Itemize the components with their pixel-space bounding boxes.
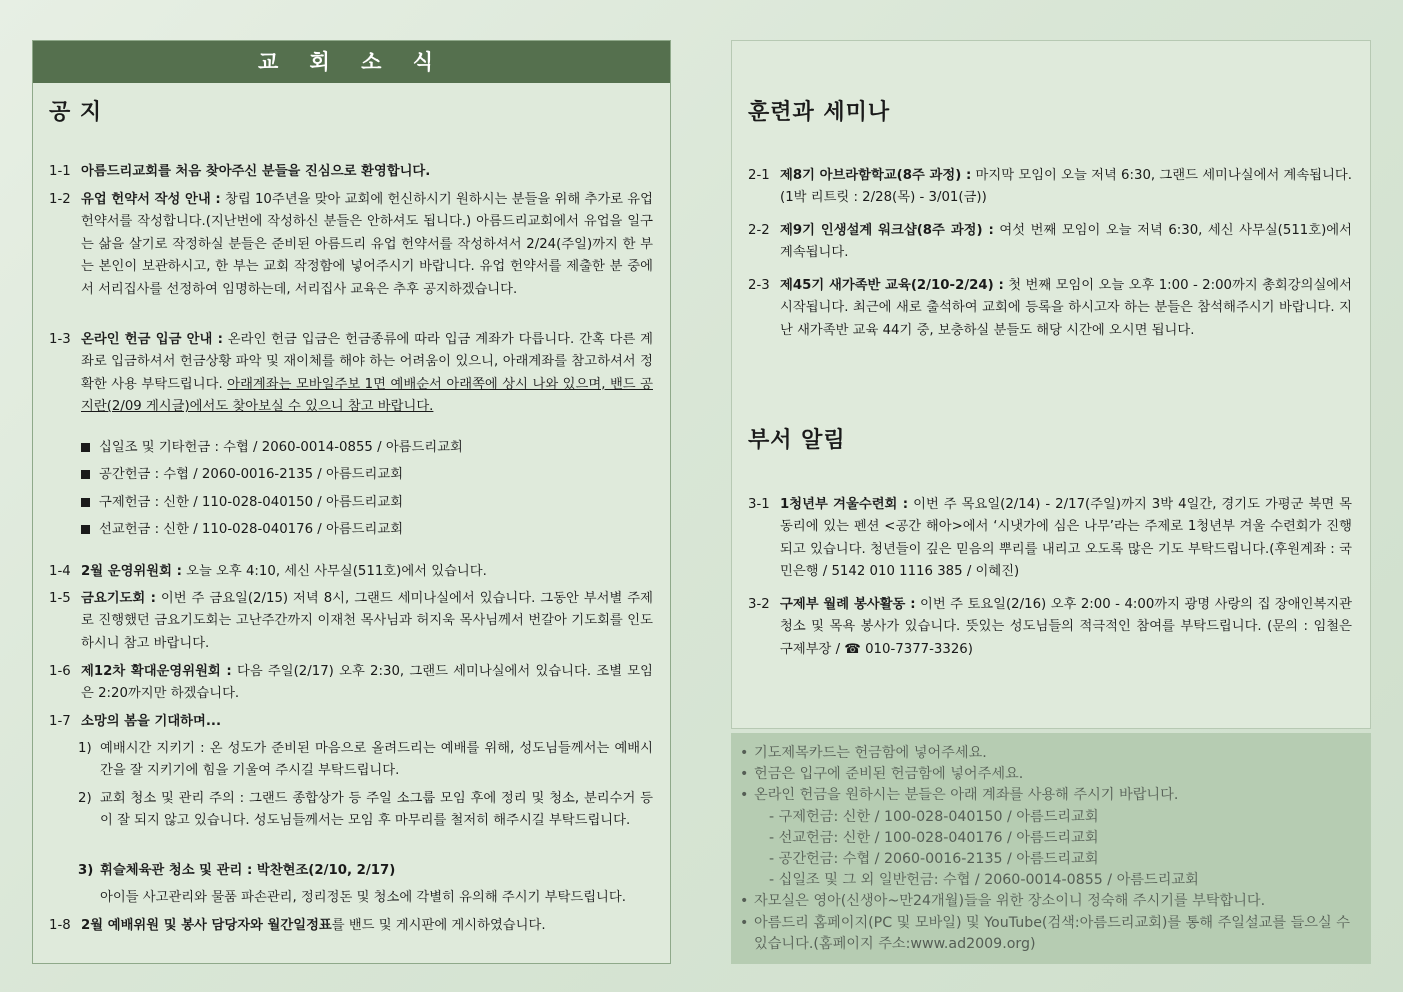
notice-title: 제12차 확대운영위원회 : (81, 664, 232, 679)
bullet-icon: • (740, 893, 749, 910)
notice-title: 금요기도회 : (81, 591, 156, 606)
info-box (731, 733, 1371, 964)
notice-text: 다음 주일(2/17) 오후 2:30, 그랜드 세미나실에서 있습니다. 조별 모임은 2:20까지만 하겠습니다. (81, 664, 653, 702)
notice-heading: 공 지 (49, 100, 103, 125)
notice-title: 온라인 헌금 입금 안내 : (81, 332, 223, 347)
notice-1-7-sub-3 (78, 860, 653, 910)
notice-title: 1청년부 겨울수련회 : (780, 497, 909, 512)
notice-1-4 (49, 561, 653, 583)
account-text: 공간헌금 : 수협 / 2060-0016-2135 / 아름드리교회 (99, 467, 404, 482)
square-bullet-icon (81, 525, 90, 534)
church-news-banner: 교 회 소 식 (33, 41, 670, 83)
notice-text: 이번 주 토요일(2/16) 오후 2:00 - 4:00까지 광명 사랑의 집 장애인복지관 청소 및 목욕 봉사가 있습니다. 뜻있는 성도님들의 적극적인 참여를 부탁드립니다. (문의 : 임철은 구제부장 / ☎ 010-7377-3326) (780, 597, 1352, 657)
notice-text: 온라인 헌금 입금은 헌금종류에 따라 입금 계좌가 다릅니다. 간혹 다른 계좌로 입금하셔서 헌금상황 파악 및 재이체를 해야 하는 어려움이 있으니, 아래계좌를 참고하셔서 정확한 사용 부탁드립니다. (81, 332, 654, 392)
training-2-1 (748, 165, 1352, 210)
notice-number: 1-1 (49, 164, 71, 179)
notice-number: 1-4 (49, 564, 71, 579)
training-and-department-panel (731, 40, 1371, 729)
notice-title: 2월 예배위원 및 봉사 담당자와 월간일정표 (81, 918, 332, 933)
notice-number: 1-5 (49, 591, 71, 606)
account-item (81, 493, 403, 513)
church-news-panel (32, 40, 671, 964)
notice-title: 소망의 봄을 기대하며... (81, 714, 222, 729)
notice-text: 이번 주 금요일(2/15) 저녁 8시, 그랜드 세미나실에서 있습니다. 그동안 부서별 주제로 진행했던 금요기도회는 고난주간까지 이재천 목사님과 허지욱 목사님께서 번갈아 기도회를 인도하시니 참고 바랍니다. (81, 591, 653, 651)
account-line: - 선교헌금: 신한 / 100-028-040176 / 아름드리교회 (769, 829, 1099, 846)
notice-title: 제8기 아브라함학교(8주 과정) : (780, 168, 972, 183)
bullet-icon: • (740, 745, 749, 761)
info-item (739, 785, 1363, 806)
notice-title: 제45기 새가족반 교육(2/10-2/24) : (780, 278, 1004, 293)
notice-1-1 (49, 161, 653, 183)
notice-underlined-text: 아래계좌는 모바일주보 1면 예배순서 아래쪽에 상시 나와 있으며, 밴드 공지란(2/09 게시글)에서도 찾아보실 수 있으니 참고 바랍니다. (81, 376, 653, 415)
info-item (739, 764, 1363, 785)
notice-text: 창립 10주년을 맞아 교회에 헌신하시기 원하시는 분들을 위해 추가로 유업 헌약서를 작성합니다.(지난번에 작성하신 분들은 안하셔도 됩니다.) 아름드리교회에서 유업을 일구는 삶을 살기로 작정하실 분들은 준비된 아름드리 유업 헌약서를 작성하셔서 2/24(주일)까지 한 부는 본인이 보관하시고, 한 부는 교회 작정함에 넣어주시기 바랍니다. 유업 헌약서를 제출한 분 중에서 서리집사를 선정하여 임명하는데, 서리집사 교육은 추후 공지하겠습니다. (81, 192, 653, 297)
sub-text: 교회 청소 및 관리 주의 : 그랜드 종합상가 등 주일 소그룹 모임 후에 정리 및 청소, 분리수거 등이 잘 되지 않고 있습니다. 성도님들께서는 모임 후 마무리를 철저히 해주시길 부탁드립니다. (100, 791, 653, 829)
department-3-2 (748, 594, 1352, 661)
notice-1-7-sub-1 (78, 738, 653, 783)
notice-number: 3-2 (748, 597, 770, 612)
sub-text: 아이들 사고관리와 물품 파손관리, 정리정돈 및 청소에 각별히 유의해 주시기 부탁드립니다. (100, 890, 626, 906)
notice-title: 2월 운영위원회 : (81, 564, 182, 579)
info-text: 온라인 헌금을 원하시는 분들은 아래 계좌를 사용해 주시기 바랍니다. (754, 787, 1179, 804)
info-item (739, 913, 1363, 955)
square-bullet-icon (81, 443, 90, 452)
notice-title: 제9기 인생설계 워크샵(8주 과정) : (780, 223, 994, 238)
notice-title: 구제부 월례 봉사활동 : (780, 597, 916, 612)
info-text: 기도제목카드는 헌금함에 넣어주세요. (754, 745, 987, 761)
notice-1-6 (49, 661, 653, 706)
square-bullet-icon (81, 470, 90, 479)
bullet-icon: • (740, 766, 749, 783)
account-item (81, 520, 403, 540)
notice-number: 1-6 (49, 664, 71, 679)
info-text: 아름드리 홈페이지(PC 및 모바일) 및 YouTube(검색:아름드리교회)를 통해 주일설교를 들으실 수 있습니다.(홈페이지 주소:www.ad2009.org) (754, 914, 1350, 952)
notice-text: 여섯 번째 모임이 오늘 저녁 6:30, 세신 사무실(511호)에서 계속됩니다. (780, 223, 1352, 261)
notice-text: 이번 주 목요일(2/14) - 2/17(주일)까지 3박 4일간, 경기도 가평군 북면 목동리에 있는 펜션 <공간 해아>에서 ‘시냇가에 심은 나무’라는 주제로 1청년부 겨울 수련회가 진행되고 있습니다. 청년들이 깊은 믿음의 뿌리를 내리고 오도록 많은 기도 부탁드립니다.(후원계좌 : 국민은행 / 5142 010 1116 385 / 이혜진) (780, 497, 1352, 580)
bullet-icon: • (740, 914, 749, 931)
account-text: 선교헌금 : 신한 / 110-028-040176 / 아름드리교회 (99, 522, 404, 537)
notice-number: 1-7 (49, 714, 71, 729)
notice-number: 1-2 (49, 192, 71, 207)
notice-number: 2-3 (748, 278, 770, 293)
notice-text: 첫 번째 모임이 오늘 오후 1:00 - 2:00까지 총회강의실에서 시작됩니다. 최근에 새로 출석하여 교회에 등록을 하시고자 하는 분들은 참석해주시기 바랍니다. 지난 새가족반 교육 44기 중, 보충하실 분들도 해당 시간에 오시면 됩니다. (780, 278, 1352, 338)
sub-number: 1) (78, 741, 92, 756)
notice-number: 1-8 (49, 918, 71, 933)
sub-number: 3) (78, 863, 94, 878)
notice-1-8 (49, 915, 653, 937)
notice-text: 오늘 오후 4:10, 세신 사무실(511호)에서 있습니다. (181, 564, 487, 579)
training-2-2 (748, 220, 1352, 265)
notice-title: 유업 헌약서 작성 안내 : (81, 192, 221, 207)
notice-1-7-sub-2 (78, 788, 653, 833)
notice-number: 3-1 (748, 497, 770, 512)
notice-number: 1-3 (49, 332, 71, 347)
department-3-1 (748, 494, 1352, 584)
account-text: 십일조 및 기타헌금 : 수협 / 2060-0014-0855 / 아름드리교회 (99, 440, 463, 455)
notice-text: 를 밴드 및 게시판에 게시하였습니다. (331, 918, 546, 933)
account-item (81, 438, 463, 458)
account-line: - 십일조 및 그 외 일반헌금: 수협 / 2060-0014-0855 / 아름드리교회 (769, 872, 1199, 889)
account-line: - 공간헌금: 수협 / 2060-0016-2135 / 아름드리교회 (769, 851, 1099, 868)
department-heading: 부서 알림 (748, 428, 846, 453)
account-item (81, 465, 403, 485)
info-text: 자모실은 영아(신생아~만24개월)들을 위한 장소이니 정숙해 주시기를 부탁합니다. (754, 893, 1266, 910)
notice-title: 아름드리교회를 처음 찾아주신 분들을 진심으로 환영합니다. (81, 164, 431, 179)
info-item (739, 891, 1363, 912)
notice-1-3 (49, 329, 653, 419)
sub-title: 휘슬체육관 청소 및 관리 : 박찬현조(2/10, 2/17) (100, 863, 396, 878)
info-text: 헌금은 입구에 준비된 헌금함에 넣어주세요. (754, 766, 1024, 783)
notice-number: 2-1 (748, 168, 770, 183)
info-list (739, 743, 1363, 955)
notice-1-5 (49, 588, 653, 655)
notice-1-2 (49, 189, 653, 301)
account-line: - 구제헌금: 신한 / 100-028-040150 / 아름드리교회 (769, 808, 1099, 825)
notice-1-7 (49, 711, 653, 733)
sub-text: 예배시간 지키기 : 온 성도가 준비된 마음으로 올려드리는 예배를 위해, 성도님들께서는 예배시간을 잘 지키기에 힘을 기울여 주시길 부탁드립니다. (100, 741, 653, 779)
square-bullet-icon (81, 498, 90, 507)
notice-text: 마지막 모임이 오늘 저녁 6:30, 그랜드 세미나실에서 계속됩니다.(1박 리트릿 : 2/28(목) - 3/01(금)) (780, 168, 1353, 206)
training-2-3 (748, 275, 1352, 342)
sub-number: 2) (78, 791, 92, 806)
notice-number: 2-2 (748, 223, 770, 238)
account-text: 구제헌금 : 신한 / 110-028-040150 / 아름드리교회 (99, 495, 404, 510)
bullet-icon: • (740, 787, 749, 804)
info-item (739, 743, 1363, 764)
training-heading: 훈련과 세미나 (748, 100, 891, 125)
